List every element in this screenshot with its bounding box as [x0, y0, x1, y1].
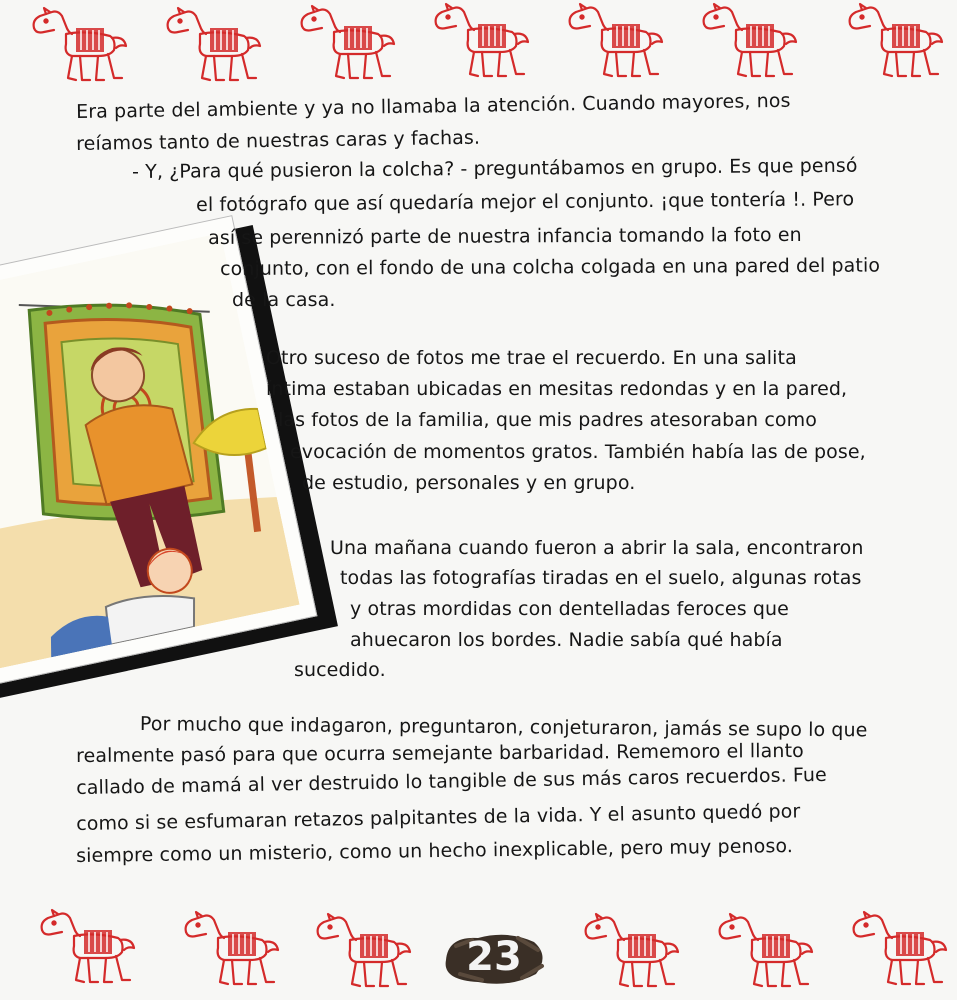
- text-line: de estudio, personales y en grupo.: [302, 472, 636, 494]
- text-line: evocación de momentos gratos. También había las de pose,: [290, 441, 866, 463]
- top-horse-border: [0, 0, 957, 92]
- horse-icon: [696, 2, 800, 84]
- text-line: todas las fotografías tiradas en el suelo, algunas rotas: [340, 567, 862, 589]
- text-line: reíamos tanto de nuestras caras y fachas.: [76, 126, 481, 155]
- horse-icon: [160, 6, 264, 88]
- family-photo-illustration: [0, 211, 339, 709]
- horse-icon: [842, 2, 946, 84]
- horse-icon: [178, 910, 282, 992]
- text-line: - Y, ¿Para qué pusieron la colcha? - preguntábamos en grupo. Es que pensó: [132, 154, 858, 183]
- text-line: como si se esfumaran retazos palpitantes de la vida. Y el asunto quedó por: [76, 800, 801, 835]
- horse-icon: [846, 910, 950, 992]
- page-number-badge: [438, 926, 550, 988]
- text-line: Otro suceso de fotos me trae el recuerdo. En una salita: [266, 347, 797, 369]
- horse-icon: [34, 908, 138, 990]
- text-line: íntima estaban ubicadas en mesitas redondas y en la pared,: [266, 378, 848, 400]
- horse-icon: [310, 912, 414, 994]
- text-line: el fotógrafo que así quedaría mejor el conjunto. ¡que tontería !. Pero: [196, 188, 855, 216]
- text-line: sucedido.: [294, 659, 386, 681]
- horse-icon: [578, 912, 682, 994]
- page-number: 23: [466, 934, 522, 980]
- horse-icon: [26, 6, 130, 88]
- horse-icon: [294, 4, 398, 86]
- text-line: callado de mamá al ver destruido lo tangible de sus más caros recuerdos. Fue: [76, 763, 828, 799]
- text-line: siempre como un misterio, como un hecho inexplicable, pero muy penoso.: [76, 834, 794, 867]
- text-line: y otras mordidas con dentelladas feroces que: [350, 598, 789, 620]
- horse-icon: [562, 2, 666, 84]
- text-line: ahuecaron los bordes. Nadie sabía qué había: [350, 629, 783, 651]
- text-line: las fotos de la familia, que mis padres atesoraban como: [278, 409, 817, 431]
- text-line: Por mucho que indagaron, preguntaron, conjeturaron, jamás se supo lo que: [139, 712, 868, 742]
- text-line: Era parte del ambiente y ya no llamaba la atención. Cuando mayores, nos: [76, 89, 791, 123]
- horse-icon: [428, 2, 532, 84]
- horse-icon: [712, 912, 816, 994]
- text-line: así se perennizó parte de nuestra infancia tomando la foto en: [208, 223, 802, 249]
- text-line: realmente pasó para que ocurra semejante barbaridad. Rememoro el llanto: [76, 739, 804, 767]
- text-line: Una mañana cuando fueron a abrir la sala, encontraron: [330, 537, 864, 559]
- text-line: de la casa.: [232, 289, 336, 311]
- text-line: conjunto, con el fondo de una colcha colgada en una pared del patio: [220, 254, 881, 280]
